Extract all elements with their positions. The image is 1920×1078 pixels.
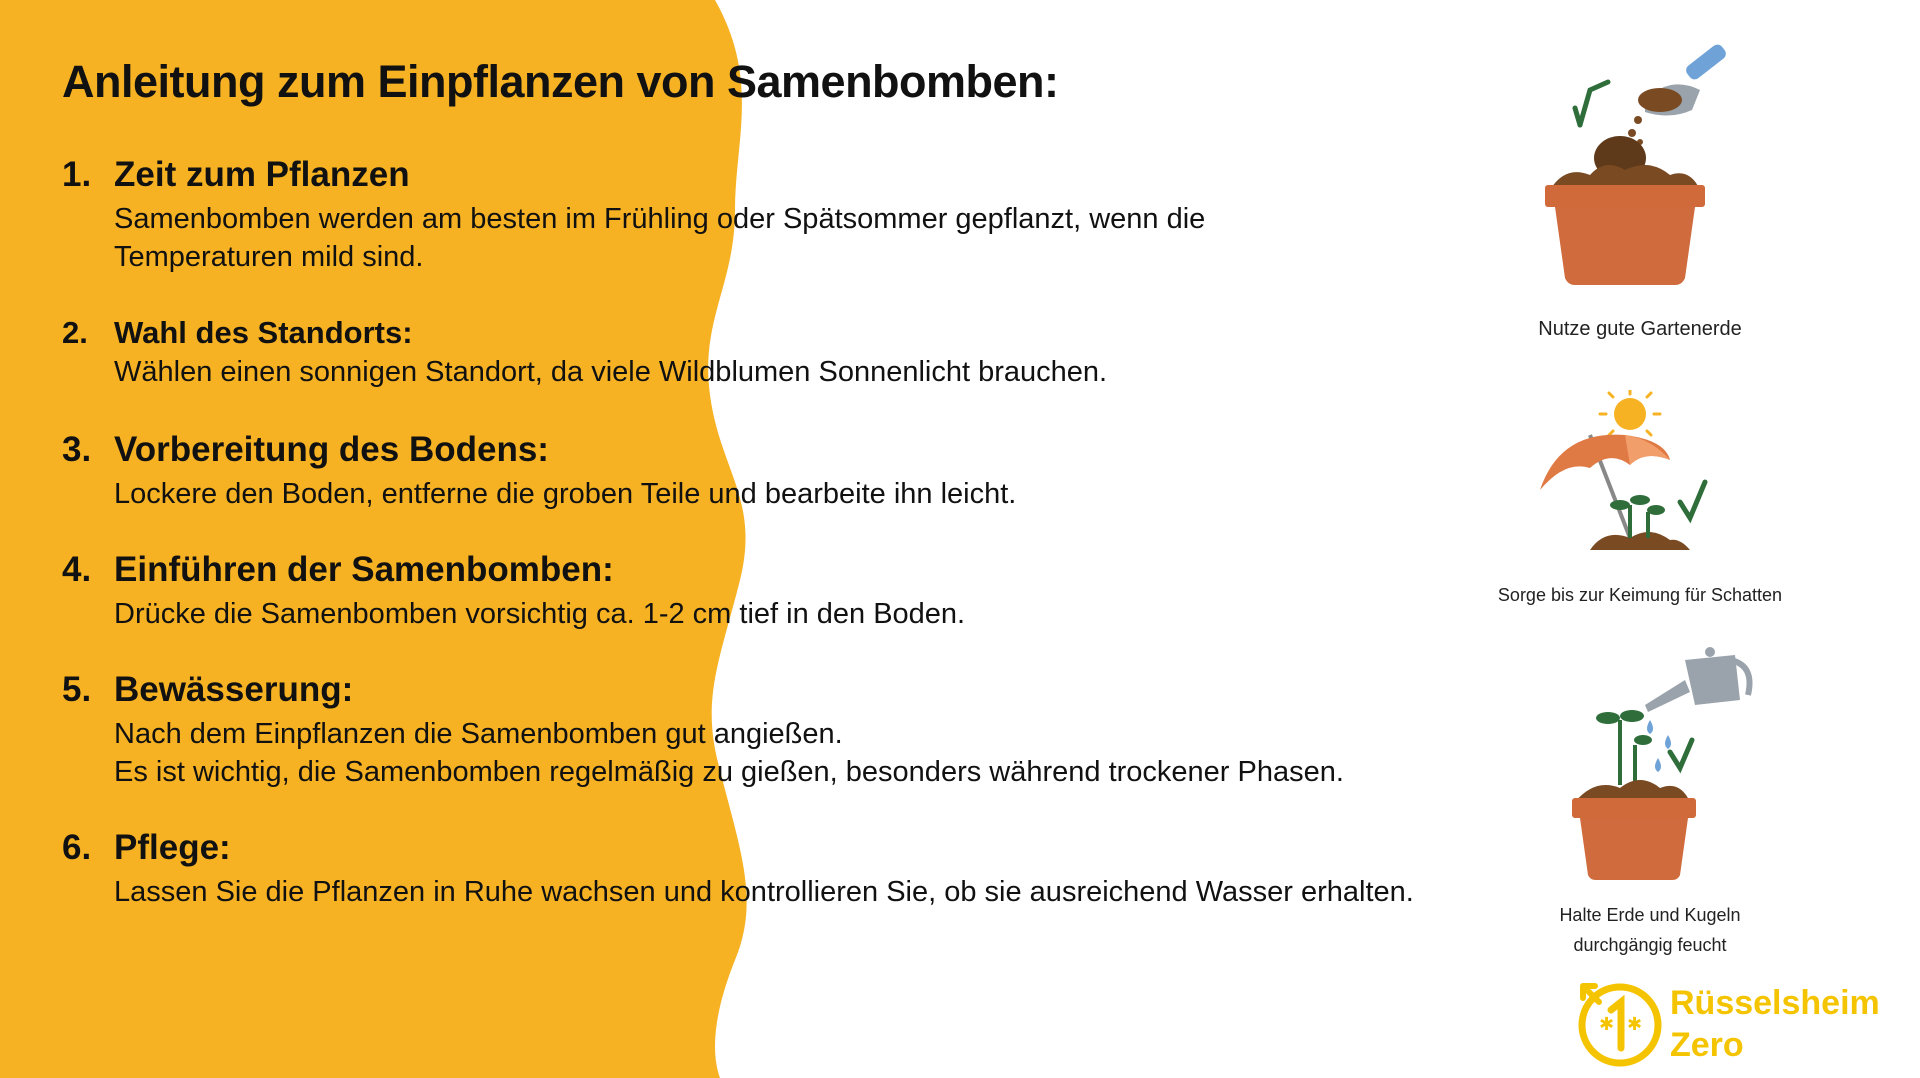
step-text-line: Temperaturen mild sind. xyxy=(114,241,424,273)
caption-line: durchgängig feucht xyxy=(1573,935,1727,955)
step-body xyxy=(114,200,1205,276)
step-text-line: Samenbomben werden am besten im Frühling oder Spätsommer gepflanzt, wenn die xyxy=(114,203,1206,235)
step-heading: Wahl des Standorts: xyxy=(114,315,413,350)
step-heading: Vorbereitung des Bodens: xyxy=(114,430,549,469)
step-number: 5. xyxy=(62,670,92,709)
step-heading: Einführen der Samenbomben: xyxy=(114,550,614,589)
watering-can-pot-icon xyxy=(1550,640,1760,880)
ruesselsheim-zero-logo-icon xyxy=(1575,978,1665,1068)
umbrella-sun-seedling-icon xyxy=(1530,390,1750,570)
svg-text:✱: ✱ xyxy=(1599,1014,1615,1035)
step-body xyxy=(114,475,1016,513)
step-text-line: Nach dem Einpflanzen die Samenbomben gut angießen. xyxy=(114,718,843,750)
step-text-line: Wählen einen sonnigen Standort, da viele Wildblumen Sonnenlicht brauchen. xyxy=(114,356,1108,388)
illustration-caption xyxy=(1500,900,1800,960)
illustration-caption: Sorge bis zur Keimung für Schatten xyxy=(1497,585,1783,605)
step-heading: Zeit zum Pflanzen xyxy=(114,155,410,194)
step-body xyxy=(114,715,1344,791)
illustration-caption: Nutze gute Gartenerde xyxy=(1538,318,1742,340)
step-body xyxy=(114,873,1414,911)
step-heading: Pflege: xyxy=(114,828,231,867)
logo-line-1: Rüsselsheim xyxy=(1670,984,1880,1022)
logo-line-2: Zero xyxy=(1670,1026,1744,1064)
pot-with-soil-and-trowel-icon xyxy=(1520,30,1760,290)
step-number: 4. xyxy=(62,550,92,589)
page-title: Anleitung zum Einpflanzen von Samenbomben: xyxy=(62,56,1059,107)
step-body xyxy=(114,353,1107,391)
step-text-line: Drücke die Samenbomben vorsichtig ca. 1-2 cm tief in den Boden. xyxy=(114,598,966,630)
step-text-line: Lockere den Boden, entferne die groben Teile und bearbeite ihn leicht. xyxy=(114,478,1017,510)
logo-text xyxy=(1670,982,1880,1066)
svg-text:✱: ✱ xyxy=(1627,1014,1643,1035)
step-number: 3. xyxy=(62,430,92,469)
step-number: 6. xyxy=(62,828,92,867)
step-number: 2. xyxy=(62,315,88,350)
step-text-line: Es ist wichtig, die Samenbomben regelmäßig zu gießen, besonders während trockener Phasen. xyxy=(114,756,1344,788)
step-number: 1. xyxy=(62,155,92,194)
step-body xyxy=(114,595,965,633)
caption-line: Halte Erde und Kugeln xyxy=(1559,905,1741,925)
step-heading: Bewässerung: xyxy=(114,670,354,709)
step-text-line: Lassen Sie die Pflanzen in Ruhe wachsen und kontrollieren Sie, ob sie ausreichend Wasser erhalten. xyxy=(114,876,1414,908)
